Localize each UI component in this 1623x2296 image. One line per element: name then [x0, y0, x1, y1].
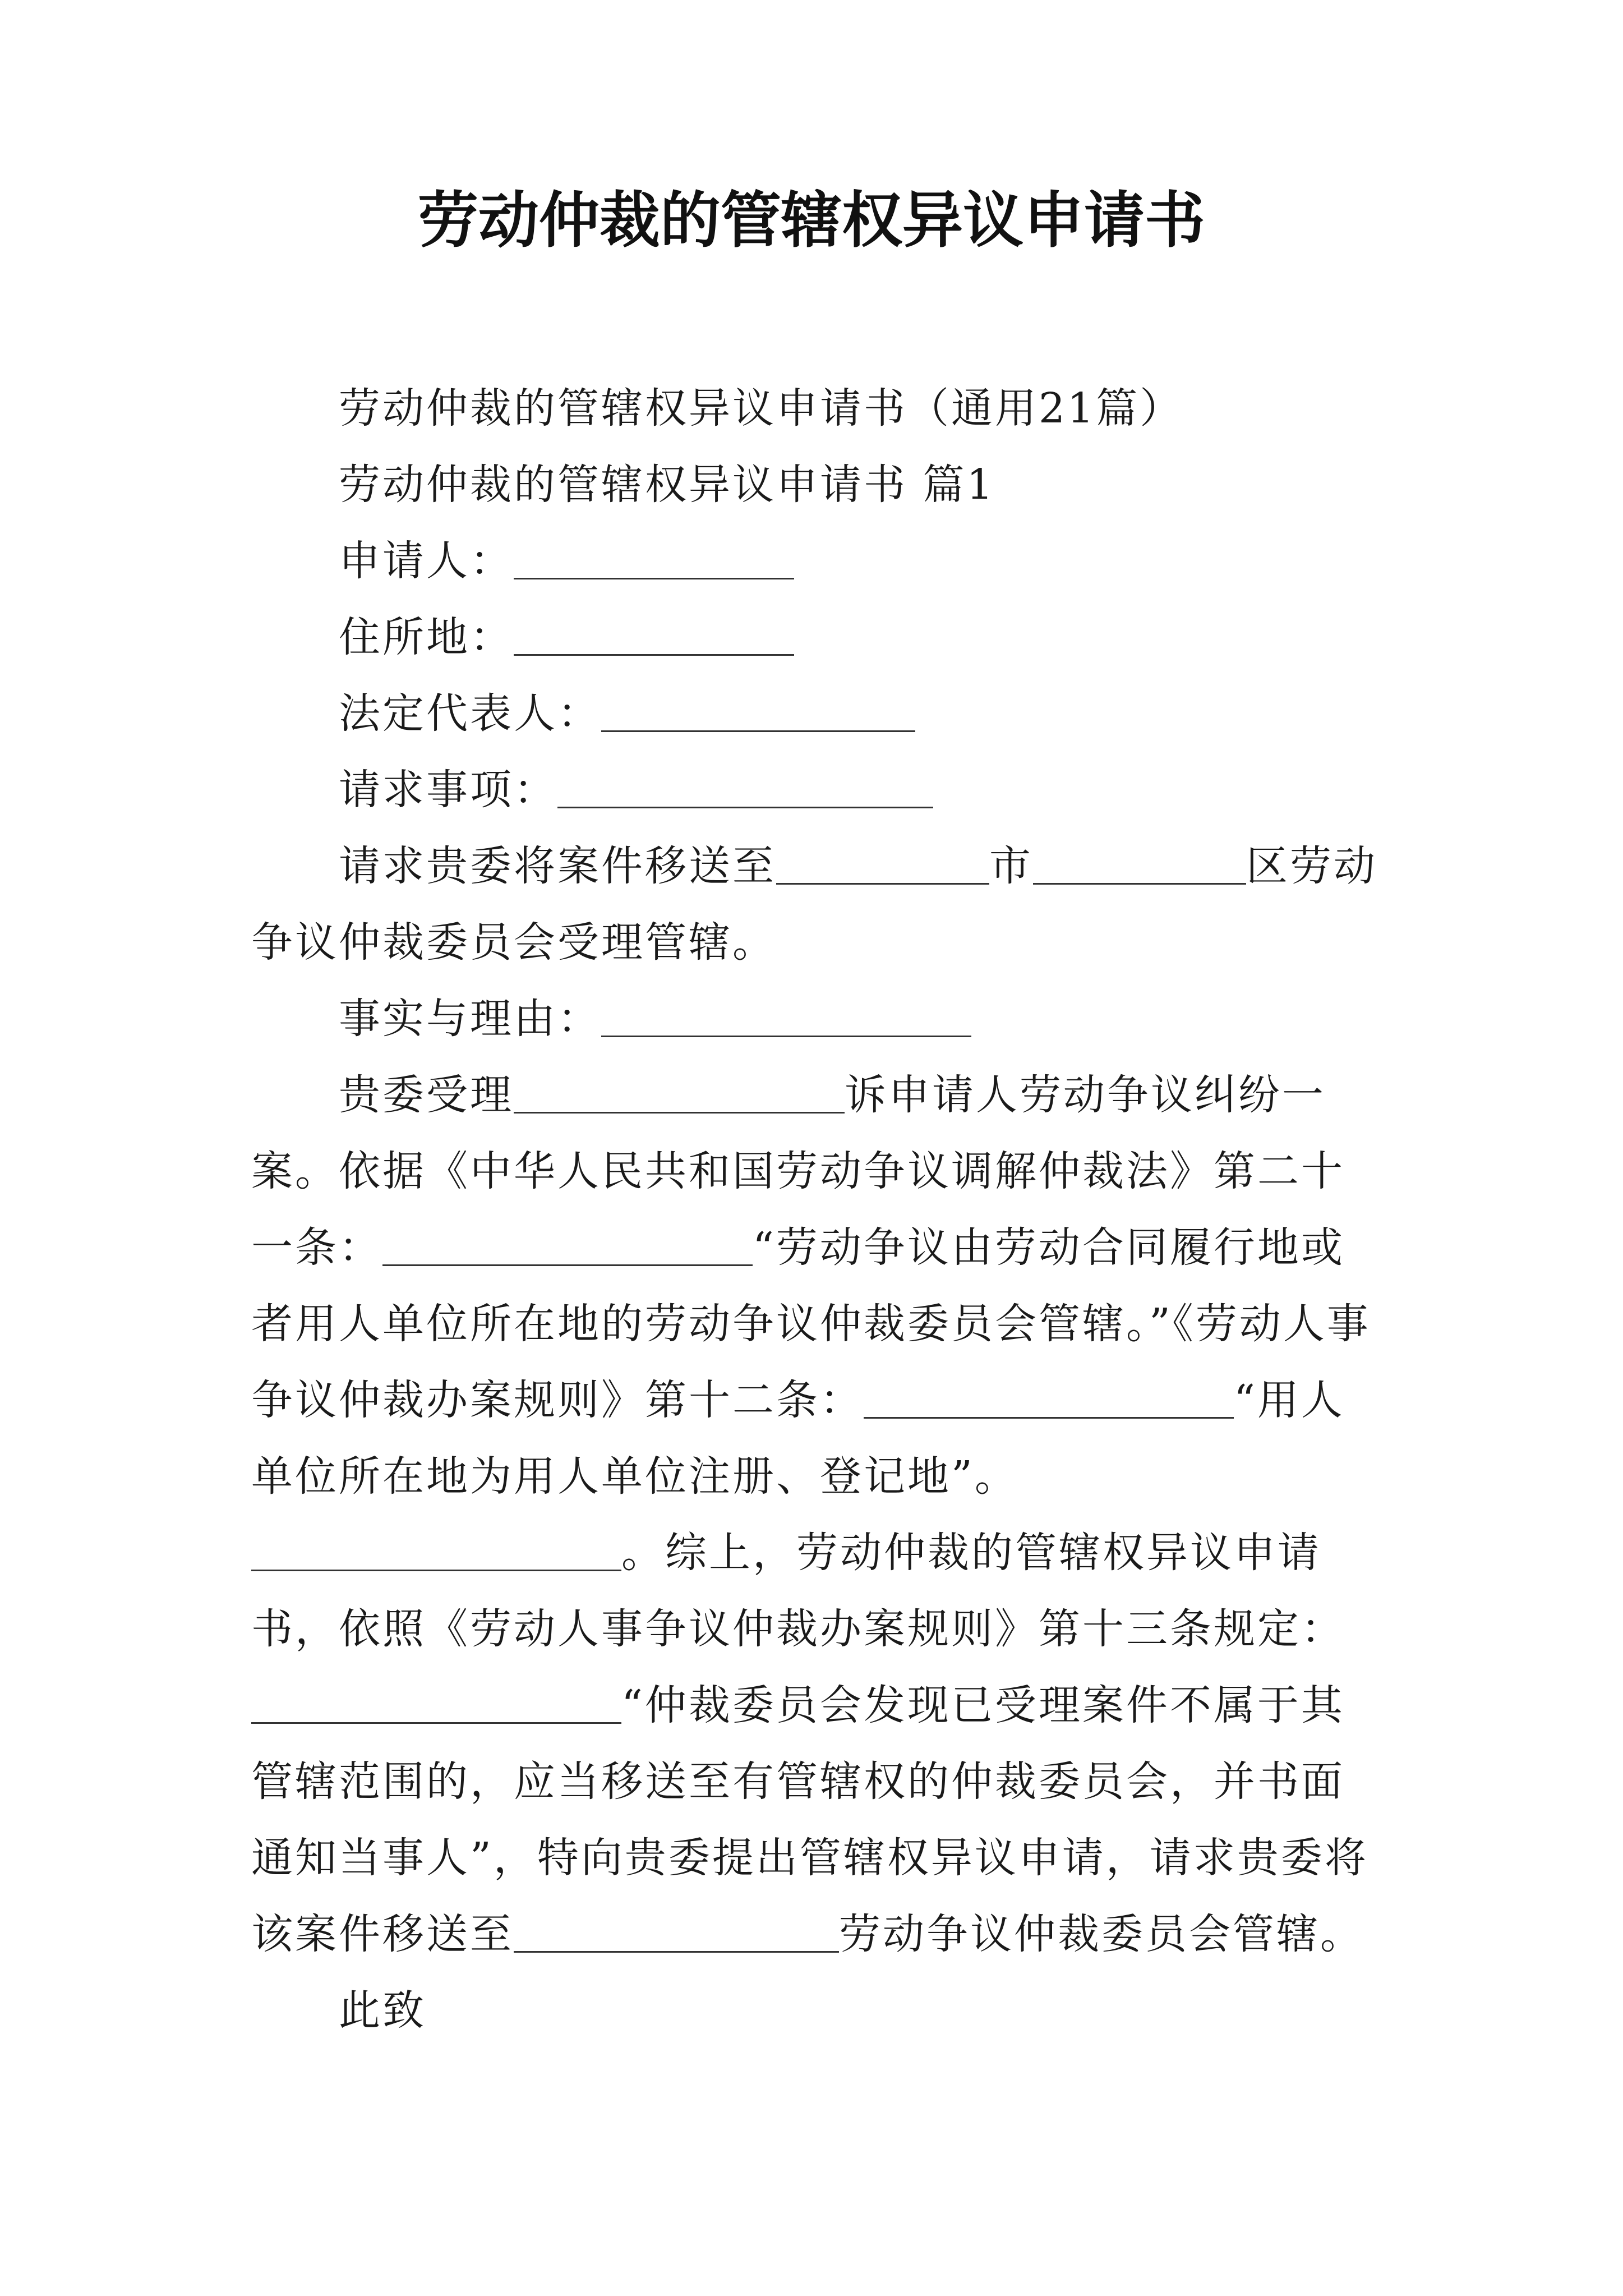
address-label: 住所地： [339, 613, 514, 661]
legal-rep-line [251, 675, 1384, 752]
request-line [251, 752, 1384, 828]
respondent-blank [514, 1070, 845, 1114]
request-blank [557, 765, 933, 808]
facts-blank-3 [864, 1375, 1234, 1419]
transfer-blank [514, 1910, 839, 1953]
district-blank [1033, 841, 1246, 885]
facts-blank [601, 994, 971, 1037]
request-paragraph [251, 828, 1384, 981]
facts-text-2: 诉申请人劳动争议纠纷一案。依据《中华人民共和国劳动争议调解仲裁法》第二十一条： [251, 1071, 1345, 1272]
address-blank [514, 613, 794, 656]
facts-text-6: “仲裁委员会发现已受理案件不属于其管辖范围的，应当移送至有管辖权的仲裁委员会，并书面通知当事人”，特向贵委提出管辖权异议申请，请求贵委将该案件移送至 [251, 1681, 1368, 1958]
legal-rep-blank [601, 689, 915, 732]
facts-text-5: 。综上，劳动仲裁的管辖权异议申请书，依照《劳动人事争议仲裁办案规则》第十三条规定： [251, 1529, 1345, 1653]
facts-text-4: “用人单位所在地为用人单位注册、登记地”。 [251, 1376, 1345, 1501]
document-body [251, 370, 1384, 2049]
request-text-3: 区劳动争议仲裁委员会受理管辖。 [251, 842, 1377, 967]
facts-blank-5 [251, 1681, 621, 1724]
facts-label: 事实与理由： [339, 995, 601, 1043]
facts-paragraph [251, 1057, 1384, 1972]
request-label: 请求事项： [339, 766, 557, 814]
facts-text-7: 劳动争议仲裁委员会管辖。 [839, 1910, 1364, 1958]
facts-blank-2 [382, 1223, 753, 1266]
facts-text-1: 贵委受理 [339, 1071, 514, 1119]
request-text-2: 市 [989, 842, 1033, 890]
section-heading: 劳动仲裁的管辖权异议申请书 篇1 [339, 461, 995, 509]
facts-text-3: “劳动争议由劳动合同履行地或者用人单位所在地的劳动争议仲裁委员会管辖。”《劳动人事争议仲裁办案规则》第十二条： [251, 1223, 1371, 1424]
document-title: 劳动仲裁的管辖权异议申请书 [417, 186, 1205, 256]
applicant-blank [514, 536, 794, 579]
closing: 此致 [339, 1986, 426, 2035]
city-blank [776, 841, 989, 885]
legal-rep-label: 法定代表人： [339, 689, 601, 738]
request-text-1: 请求贵委将案件移送至 [339, 842, 776, 890]
applicant-label: 申请人： [339, 537, 514, 585]
applicant-line [251, 523, 1384, 599]
facts-blank-4 [251, 1528, 621, 1571]
subtitle: 劳动仲裁的管辖权异议申请书（通用21篇） [339, 384, 1184, 432]
facts-line [251, 981, 1384, 1057]
address-line [251, 599, 1384, 675]
